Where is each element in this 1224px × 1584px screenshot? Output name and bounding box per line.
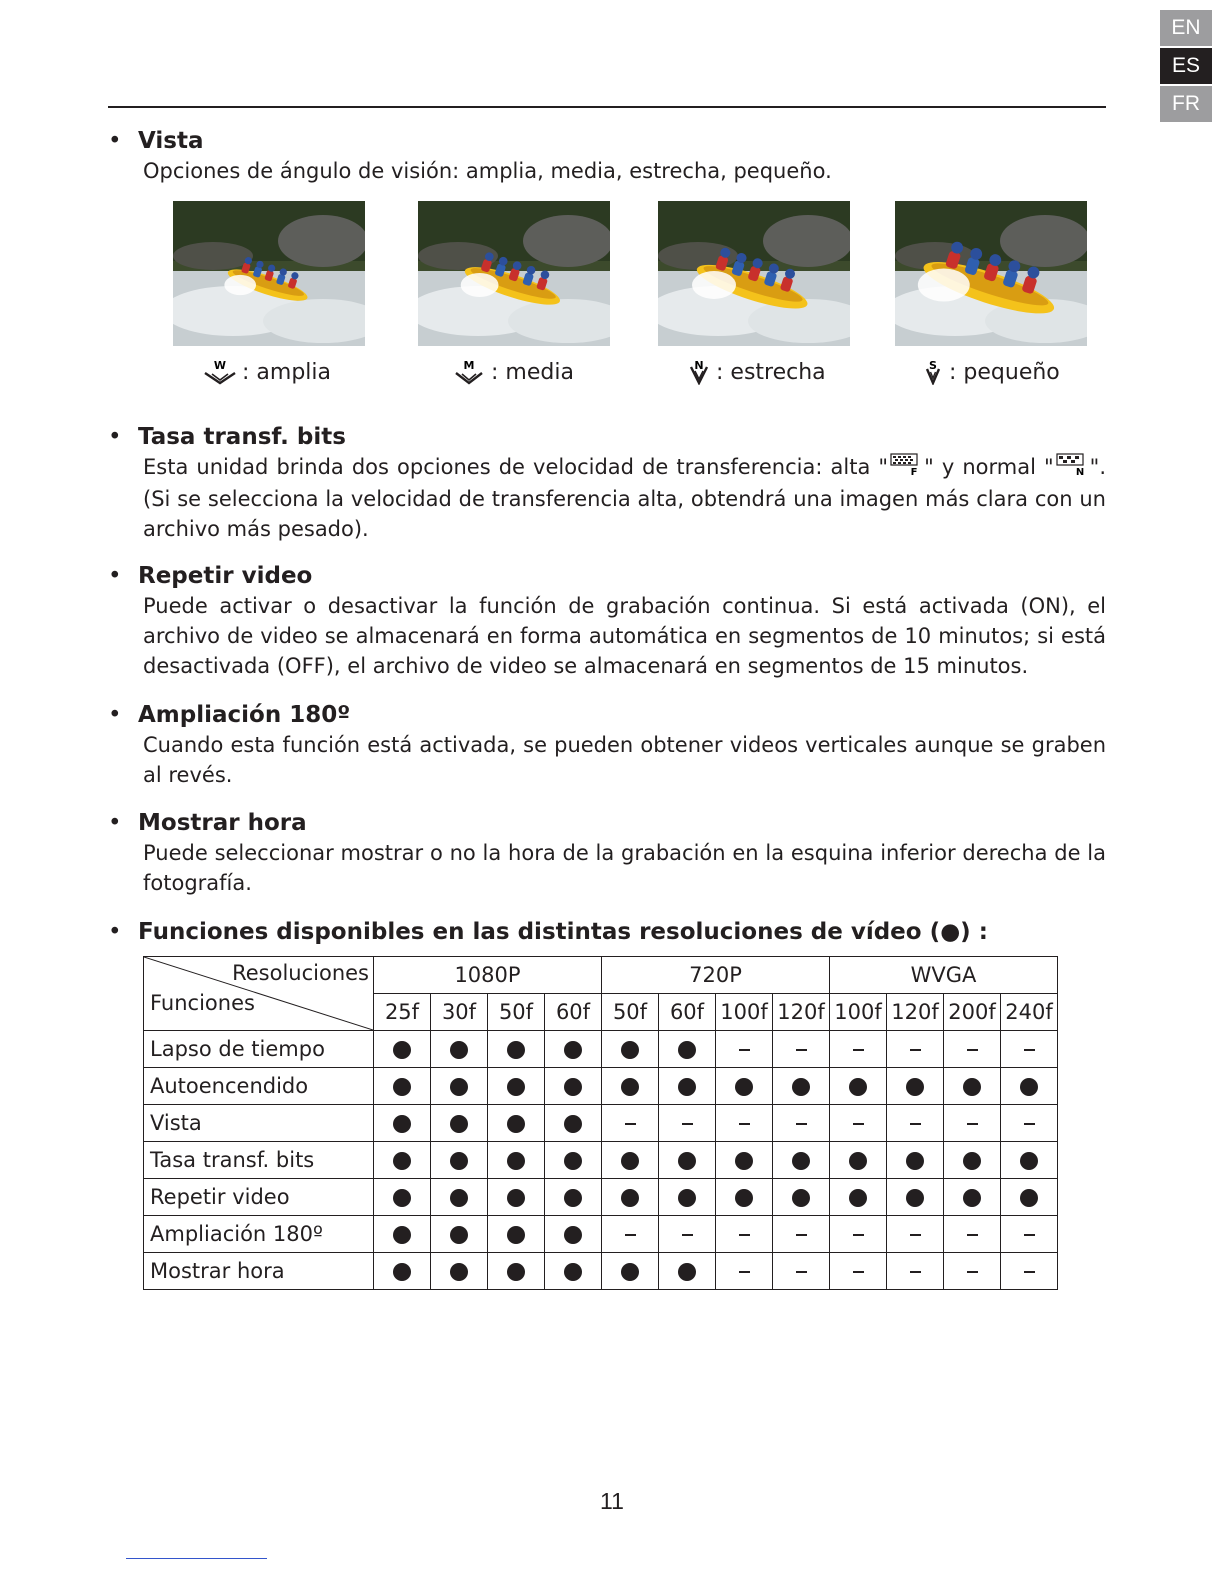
rafting-photo-icon [658, 201, 850, 346]
availability-cell [374, 1142, 431, 1179]
section-title: Funciones disponibles en las distintas resoluciones de vídeo (●) : [138, 919, 988, 945]
available-dot [678, 1189, 696, 1207]
frame-rate-header: 200f [944, 994, 1001, 1031]
table-row [144, 1105, 1058, 1142]
availability-cell [716, 1031, 773, 1068]
availability-cell [944, 1068, 1001, 1105]
section-bitrate [108, 422, 1106, 544]
unavailable-dash [625, 1123, 636, 1125]
availability-cell [944, 1142, 1001, 1179]
available-dot [735, 1152, 753, 1170]
unavailable-dash [967, 1271, 978, 1273]
availability-cell [602, 1142, 659, 1179]
availability-cell [488, 1179, 545, 1216]
group-header-720p: 720P [602, 957, 830, 994]
bullet: • [108, 702, 122, 728]
available-dot [507, 1115, 525, 1133]
availability-cell [716, 1068, 773, 1105]
functions-table [143, 956, 1058, 1290]
availability-cell [374, 1253, 431, 1290]
available-dot [393, 1078, 411, 1096]
bitrate-high-icon [890, 452, 922, 484]
availability-cell [887, 1068, 944, 1105]
availability-cell [545, 1216, 602, 1253]
available-dot [564, 1078, 582, 1096]
frame-rate-header: 50f [488, 994, 545, 1031]
availability-cell [602, 1031, 659, 1068]
available-dot [564, 1041, 582, 1059]
availability-cell [716, 1179, 773, 1216]
unavailable-dash [796, 1234, 807, 1236]
frame-rate-header: 240f [1001, 994, 1058, 1031]
available-dot [678, 1041, 696, 1059]
view-narrow-icon [687, 359, 711, 385]
unavailable-dash [682, 1234, 693, 1236]
lang-tab-en[interactable]: EN [1160, 10, 1212, 46]
availability-cell [830, 1253, 887, 1290]
unavailable-dash [739, 1123, 750, 1125]
frame-rate-header: 60f [659, 994, 716, 1031]
available-dot [450, 1189, 468, 1207]
availability-cell [716, 1105, 773, 1142]
available-dot [507, 1189, 525, 1207]
unavailable-dash [967, 1049, 978, 1051]
availability-cell [545, 1105, 602, 1142]
lang-tab-fr[interactable]: FR [1160, 86, 1212, 122]
svg-text:N: N [694, 359, 704, 372]
availability-cell [545, 1179, 602, 1216]
availability-cell [773, 1142, 830, 1179]
availability-cell [716, 1142, 773, 1179]
availability-cell [431, 1142, 488, 1179]
bullet: • [108, 563, 122, 589]
unavailable-dash [796, 1123, 807, 1125]
section-show-time [108, 808, 1106, 898]
available-dot [564, 1189, 582, 1207]
section-text: Cuando esta función está activada, se pueden obtener videos verticales aunque se graben al revés. [143, 733, 1106, 787]
availability-cell [830, 1068, 887, 1105]
header-rule [108, 106, 1106, 108]
group-header-1080p: 1080P [374, 957, 602, 994]
available-dot [450, 1226, 468, 1244]
availability-cell [773, 1105, 830, 1142]
availability-cell [830, 1179, 887, 1216]
availability-cell [773, 1253, 830, 1290]
availability-cell [659, 1253, 716, 1290]
svg-text:W: W [213, 359, 227, 372]
table-row [144, 1068, 1058, 1105]
availability-cell [830, 1216, 887, 1253]
available-dot [792, 1189, 810, 1207]
available-dot [393, 1115, 411, 1133]
unavailable-dash [967, 1234, 978, 1236]
function-name: Repetir video [144, 1179, 374, 1216]
caption-medium: M : media [452, 359, 574, 385]
unavailable-dash [682, 1123, 693, 1125]
availability-cell [659, 1179, 716, 1216]
available-dot [564, 1115, 582, 1133]
unavailable-dash [739, 1234, 750, 1236]
availability-cell [659, 1068, 716, 1105]
unavailable-dash [853, 1049, 864, 1051]
section-repeat-video [108, 561, 1106, 681]
availability-cell [1001, 1253, 1058, 1290]
caption-small: S : pequeño [922, 359, 1060, 385]
availability-cell [602, 1179, 659, 1216]
unavailable-dash [796, 1271, 807, 1273]
available-dot [450, 1078, 468, 1096]
table-row [144, 1216, 1058, 1253]
available-dot [621, 1152, 639, 1170]
table-row [144, 1179, 1058, 1216]
availability-cell [887, 1105, 944, 1142]
availability-cell [431, 1179, 488, 1216]
corner-functions-label: Funciones [150, 991, 255, 1015]
availability-cell [374, 1068, 431, 1105]
availability-cell [944, 1179, 1001, 1216]
availability-cell [602, 1068, 659, 1105]
availability-cell [1001, 1179, 1058, 1216]
available-dot [849, 1078, 867, 1096]
availability-cell [887, 1216, 944, 1253]
available-dot [507, 1226, 525, 1244]
function-name: Vista [144, 1105, 374, 1142]
frame-rate-header: 100f [716, 994, 773, 1031]
available-dot [393, 1041, 411, 1059]
available-dot [507, 1078, 525, 1096]
svg-text:S: S [929, 359, 937, 372]
availability-cell [887, 1031, 944, 1068]
frame-rate-header: 25f [374, 994, 431, 1031]
available-dot [621, 1041, 639, 1059]
availability-cell [488, 1216, 545, 1253]
unavailable-dash [1024, 1271, 1035, 1273]
photo-narrow [658, 201, 850, 346]
availability-cell [1001, 1105, 1058, 1142]
table-row [144, 1031, 1058, 1068]
availability-cell [659, 1105, 716, 1142]
section-text: Esta unidad brinda dos opciones de velocidad de transferencia: alta " F " y normal " N ". (Si se selecciona la velocidad de transferencia alta, obtendrá una imagen más clara con un archivo más pesado). [108, 452, 1106, 544]
section-title: Mostrar hora [138, 810, 307, 836]
available-dot [450, 1152, 468, 1170]
section-text: Opciones de ángulo de visión: amplia, media, estrecha, pequeño. [143, 159, 832, 183]
availability-cell [374, 1105, 431, 1142]
bullet: • [108, 424, 122, 450]
frame-rate-header: 100f [830, 994, 887, 1031]
bullet: • [108, 128, 122, 154]
unavailable-dash [853, 1234, 864, 1236]
available-dot [450, 1263, 468, 1281]
available-dot [792, 1152, 810, 1170]
view-angle-photos [0, 201, 1224, 411]
availability-cell [944, 1031, 1001, 1068]
availability-cell [431, 1253, 488, 1290]
availability-cell [830, 1105, 887, 1142]
section-rotate-180 [108, 700, 1106, 790]
unavailable-dash [796, 1049, 807, 1051]
corner-resolutions-label: Resoluciones [232, 961, 369, 985]
availability-cell [944, 1253, 1001, 1290]
section-text: Puede activar o desactivar la función de grabación continua. Si está activada (ON), el archivo de video se almacenará en forma automática en segmentos de 10 minutos; si está desactivada (OFF), el archivo de video se almacenará en segmentos de 15 minutos. [143, 594, 1106, 678]
photo-wide [173, 201, 365, 346]
section-functions [108, 917, 1106, 947]
unavailable-dash [853, 1123, 864, 1125]
section-title: Ampliación 180º [138, 702, 351, 728]
available-dot [1020, 1152, 1038, 1170]
section-title: Tasa transf. bits [138, 424, 346, 450]
availability-cell [716, 1253, 773, 1290]
available-dot [621, 1189, 639, 1207]
availability-cell [659, 1142, 716, 1179]
availability-cell [545, 1142, 602, 1179]
available-dot [849, 1189, 867, 1207]
availability-cell [374, 1179, 431, 1216]
unavailable-dash [910, 1049, 921, 1051]
unavailable-dash [910, 1123, 921, 1125]
availability-cell [830, 1142, 887, 1179]
available-dot [735, 1078, 753, 1096]
caption-narrow: N : estrecha [687, 359, 826, 385]
availability-cell [887, 1253, 944, 1290]
page-number: 11 [600, 1488, 624, 1514]
unavailable-dash [853, 1271, 864, 1273]
svg-text:M: M [463, 359, 475, 372]
availability-cell [374, 1031, 431, 1068]
availability-cell [659, 1031, 716, 1068]
footer-line [126, 1558, 267, 1559]
unavailable-dash [1024, 1123, 1035, 1125]
caption-wide: W : amplia [203, 359, 331, 385]
available-dot [849, 1152, 867, 1170]
section-vista [108, 126, 1106, 186]
view-small-icon [922, 359, 944, 385]
table-corner-cell [144, 957, 374, 1031]
available-dot [393, 1152, 411, 1170]
availability-cell [773, 1068, 830, 1105]
available-dot [393, 1189, 411, 1207]
unavailable-dash [625, 1234, 636, 1236]
rafting-photo-icon [895, 201, 1087, 346]
section-title: Repetir video [138, 563, 313, 589]
available-dot [564, 1263, 582, 1281]
available-dot [678, 1078, 696, 1096]
available-dot [507, 1041, 525, 1059]
availability-cell [602, 1216, 659, 1253]
available-dot [621, 1263, 639, 1281]
availability-cell [1001, 1031, 1058, 1068]
available-dot [393, 1263, 411, 1281]
availability-cell [488, 1142, 545, 1179]
available-dot [678, 1263, 696, 1281]
language-tabs [1160, 10, 1212, 124]
availability-cell [773, 1216, 830, 1253]
photo-small [895, 201, 1087, 346]
photo-medium [418, 201, 610, 346]
function-name: Ampliación 180º [144, 1216, 374, 1253]
function-name: Tasa transf. bits [144, 1142, 374, 1179]
available-dot [963, 1152, 981, 1170]
available-dot [735, 1189, 753, 1207]
function-name: Mostrar hora [144, 1253, 374, 1290]
function-name: Lapso de tiempo [144, 1031, 374, 1068]
table-row [144, 1142, 1058, 1179]
view-wide-icon [203, 359, 237, 385]
available-dot [963, 1189, 981, 1207]
available-dot [906, 1152, 924, 1170]
availability-cell [431, 1216, 488, 1253]
availability-cell [431, 1068, 488, 1105]
unavailable-dash [739, 1049, 750, 1051]
available-dot [564, 1226, 582, 1244]
availability-cell [773, 1031, 830, 1068]
frame-rate-header: 50f [602, 994, 659, 1031]
availability-cell [944, 1216, 1001, 1253]
frame-rate-header: 30f [431, 994, 488, 1031]
available-dot [507, 1152, 525, 1170]
availability-cell [887, 1179, 944, 1216]
svg-text:N: N [1075, 467, 1084, 476]
availability-cell [488, 1253, 545, 1290]
availability-cell [773, 1179, 830, 1216]
availability-cell [602, 1253, 659, 1290]
availability-cell [602, 1105, 659, 1142]
available-dot [678, 1152, 696, 1170]
frame-rate-header: 120f [773, 994, 830, 1031]
available-dot [906, 1078, 924, 1096]
bullet: • [108, 810, 122, 836]
availability-cell [488, 1068, 545, 1105]
unavailable-dash [967, 1123, 978, 1125]
frame-rate-header: 60f [545, 994, 602, 1031]
availability-cell [944, 1105, 1001, 1142]
view-medium-icon [452, 359, 486, 385]
availability-cell [545, 1253, 602, 1290]
available-dot [507, 1263, 525, 1281]
available-dot [450, 1115, 468, 1133]
availability-cell [887, 1142, 944, 1179]
availability-cell [488, 1031, 545, 1068]
rafting-photo-icon [173, 201, 365, 346]
availability-cell [431, 1105, 488, 1142]
unavailable-dash [910, 1234, 921, 1236]
frame-rate-header: 120f [887, 994, 944, 1031]
available-dot [621, 1078, 639, 1096]
available-dot [1020, 1078, 1038, 1096]
availability-cell [545, 1031, 602, 1068]
group-header-wvga: WVGA [830, 957, 1058, 994]
lang-tab-es[interactable]: ES [1160, 48, 1212, 84]
unavailable-dash [1024, 1049, 1035, 1051]
svg-text:F: F [910, 467, 918, 476]
bitrate-normal-icon [1056, 452, 1088, 484]
available-dot [564, 1152, 582, 1170]
available-dot [393, 1226, 411, 1244]
availability-cell [1001, 1142, 1058, 1179]
available-dot [963, 1078, 981, 1096]
availability-cell [488, 1105, 545, 1142]
available-dot [792, 1078, 810, 1096]
bullet: • [108, 919, 122, 945]
table-row [144, 1253, 1058, 1290]
availability-cell [716, 1216, 773, 1253]
unavailable-dash [739, 1271, 750, 1273]
availability-cell [431, 1031, 488, 1068]
unavailable-dash [1024, 1234, 1035, 1236]
availability-cell [374, 1216, 431, 1253]
availability-cell [830, 1031, 887, 1068]
availability-cell [1001, 1068, 1058, 1105]
available-dot [1020, 1189, 1038, 1207]
function-name: Autoencendido [144, 1068, 374, 1105]
available-dot [450, 1041, 468, 1059]
section-title: Vista [138, 128, 204, 154]
availability-cell [659, 1216, 716, 1253]
available-dot [906, 1189, 924, 1207]
section-text: Puede seleccionar mostrar o no la hora de la grabación en la esquina inferior derecha de la fotografía. [143, 841, 1106, 895]
availability-cell [1001, 1216, 1058, 1253]
rafting-photo-icon [418, 201, 610, 346]
unavailable-dash [910, 1271, 921, 1273]
availability-cell [545, 1068, 602, 1105]
